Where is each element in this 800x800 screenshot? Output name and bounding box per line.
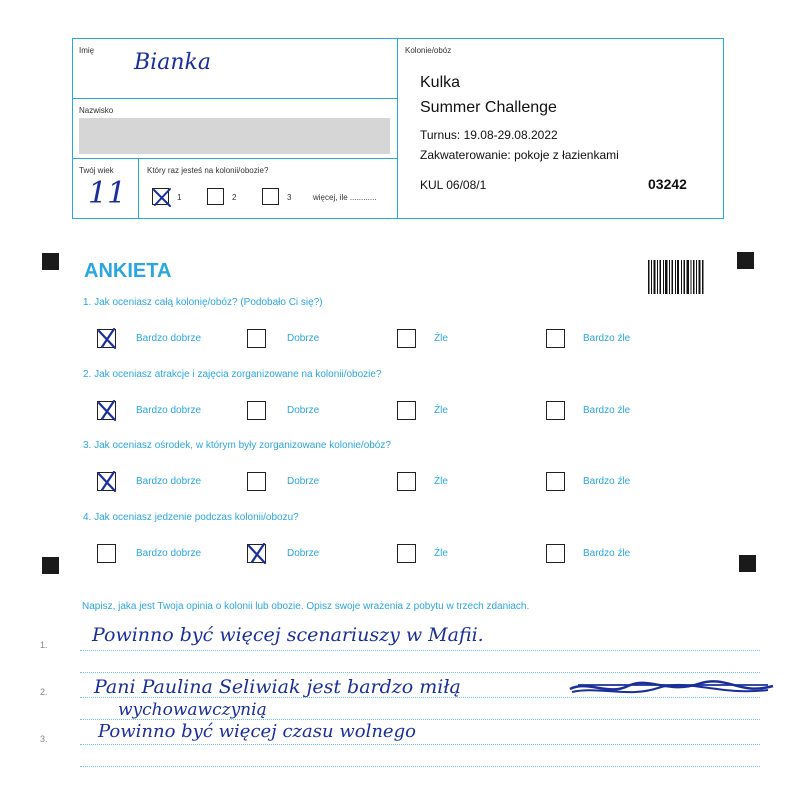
- registration-marker-tr: [737, 252, 754, 269]
- line-number-1: 1.: [40, 640, 48, 650]
- answer-3[interactable]: Powinno być więcej czasu wolnego: [98, 721, 416, 742]
- times-more: więcej, ile ............: [313, 193, 377, 202]
- opinion-prompt: Napisz, jaka jest Twoja opinia o kolonii lub obozie. Opisz swoje wrażenia z pobytu w trzech zdaniach.: [82, 601, 530, 612]
- q4-checkbox-2[interactable]: [247, 544, 266, 563]
- question-3: 3. Jak oceniasz ośrodek, w którym były zorganizowane kolonie/obóz?: [83, 440, 391, 451]
- accommodation-value: pokoje z łazienkami: [514, 148, 619, 162]
- header-divider-h2: [72, 158, 398, 159]
- answer-2-continued[interactable]: wychowawczynią: [118, 700, 267, 720]
- header-divider-h1: [72, 98, 398, 99]
- times-option-1: 1: [177, 193, 182, 202]
- turnus-line: [420, 128, 558, 142]
- form-number: 03242: [648, 176, 687, 192]
- times-checkbox-2[interactable]: [207, 188, 224, 205]
- name-value[interactable]: Bianka: [134, 50, 211, 75]
- surname-label: Nazwisko: [79, 106, 114, 115]
- q2-checkbox-3[interactable]: [397, 401, 416, 420]
- times-label: Który raz jesteś na kolonii/obozie?: [147, 166, 269, 175]
- answer-line: [80, 672, 760, 673]
- accommodation-label: Zakwaterowanie:: [420, 148, 511, 162]
- line-number-3: 3.: [40, 734, 48, 744]
- line-number-2: 2.: [40, 687, 48, 697]
- q2-checkbox-1[interactable]: [97, 401, 116, 420]
- q1-option-label-3: Źle: [434, 333, 448, 344]
- age-value[interactable]: 11: [88, 176, 127, 211]
- q1-option-label-1: Bardzo dobrze: [136, 333, 202, 344]
- q1-option-label-4: Bardzo źle: [583, 333, 631, 344]
- q1-checkbox-3[interactable]: [397, 329, 416, 348]
- q2-option-label-3: Źle: [434, 405, 448, 416]
- q2-option-label-2: Dobrze: [287, 405, 320, 416]
- q4-option-label-2: Dobrze: [287, 548, 320, 559]
- camp-program: Summer Challenge: [420, 99, 557, 116]
- age-divider: [138, 158, 139, 219]
- q3-checkbox-1[interactable]: [97, 472, 116, 491]
- q4-option-label-1: Bardzo dobrze: [136, 548, 202, 559]
- accommodation-line: [420, 148, 619, 162]
- q2-option-label-1: Bardzo dobrze: [136, 405, 202, 416]
- answer-line: [80, 766, 760, 767]
- barcode: [648, 260, 704, 294]
- turnus-value: 19.08-29.08.2022: [463, 128, 558, 142]
- q4-option-label-4: Bardzo źle: [583, 548, 631, 559]
- q3-option-label-1: Bardzo dobrze: [136, 476, 202, 487]
- name-label: Imię: [79, 46, 95, 55]
- q1-checkbox-1[interactable]: [97, 329, 116, 348]
- q4-checkbox-3[interactable]: [397, 544, 416, 563]
- question-1: 1. Jak oceniasz całą kolonię/obóz? (Podobało Ci się?): [83, 297, 323, 308]
- q1-checkbox-4[interactable]: [546, 329, 565, 348]
- check-mark-icon: [95, 469, 119, 493]
- q3-checkbox-3[interactable]: [397, 472, 416, 491]
- q2-option-label-4: Bardzo źle: [583, 405, 631, 416]
- camp-code: KUL 06/08/1: [420, 178, 487, 192]
- answer-line: [80, 650, 760, 651]
- times-checkbox-3[interactable]: [262, 188, 279, 205]
- q1-option-label-2: Dobrze: [287, 333, 320, 344]
- survey-title: ANKIETA: [84, 260, 172, 282]
- registration-marker-tl: [42, 253, 59, 270]
- question-2: 2. Jak oceniasz atrakcje i zajęcia zorganizowane na kolonii/obozie?: [83, 369, 382, 380]
- camp-label: Kolonie/obóz: [405, 46, 452, 55]
- check-mark-icon: [150, 185, 174, 209]
- q3-option-label-3: Źle: [434, 476, 448, 487]
- surname-redaction: [79, 118, 390, 154]
- q3-option-label-2: Dobrze: [287, 476, 320, 487]
- q4-option-label-3: Źle: [434, 548, 448, 559]
- check-mark-icon: [245, 541, 269, 565]
- header-divider-vertical: [397, 38, 398, 219]
- registration-marker-br: [739, 555, 756, 572]
- times-checkbox-1[interactable]: [152, 188, 169, 205]
- q4-checkbox-1[interactable]: [97, 544, 116, 563]
- answer-line: [80, 744, 760, 745]
- q2-checkbox-2[interactable]: [247, 401, 266, 420]
- question-4: 4. Jak oceniasz jedzenie podczas kolonii/obozu?: [83, 512, 299, 523]
- answer-1[interactable]: Powinno być więcej scenariuszy w Mafii.: [92, 624, 484, 646]
- turnus-label: Turnus:: [420, 128, 461, 142]
- q3-checkbox-2[interactable]: [247, 472, 266, 491]
- check-mark-icon: [95, 398, 119, 422]
- q3-option-label-4: Bardzo źle: [583, 476, 631, 487]
- times-option-2: 2: [232, 193, 237, 202]
- times-option-3: 3: [287, 193, 292, 202]
- q1-checkbox-2[interactable]: [247, 329, 266, 348]
- q2-checkbox-4[interactable]: [546, 401, 565, 420]
- q4-checkbox-4[interactable]: [546, 544, 565, 563]
- answer-2[interactable]: Pani Paulina Seliwiak jest bardzo miłą: [94, 676, 461, 698]
- age-label: Twój wiek: [79, 166, 114, 175]
- registration-marker-bl: [42, 557, 59, 574]
- camp-name: Kulka: [420, 74, 461, 91]
- check-mark-icon: [95, 326, 119, 350]
- q3-checkbox-4[interactable]: [546, 472, 565, 491]
- scribbled-out-text: [568, 676, 778, 702]
